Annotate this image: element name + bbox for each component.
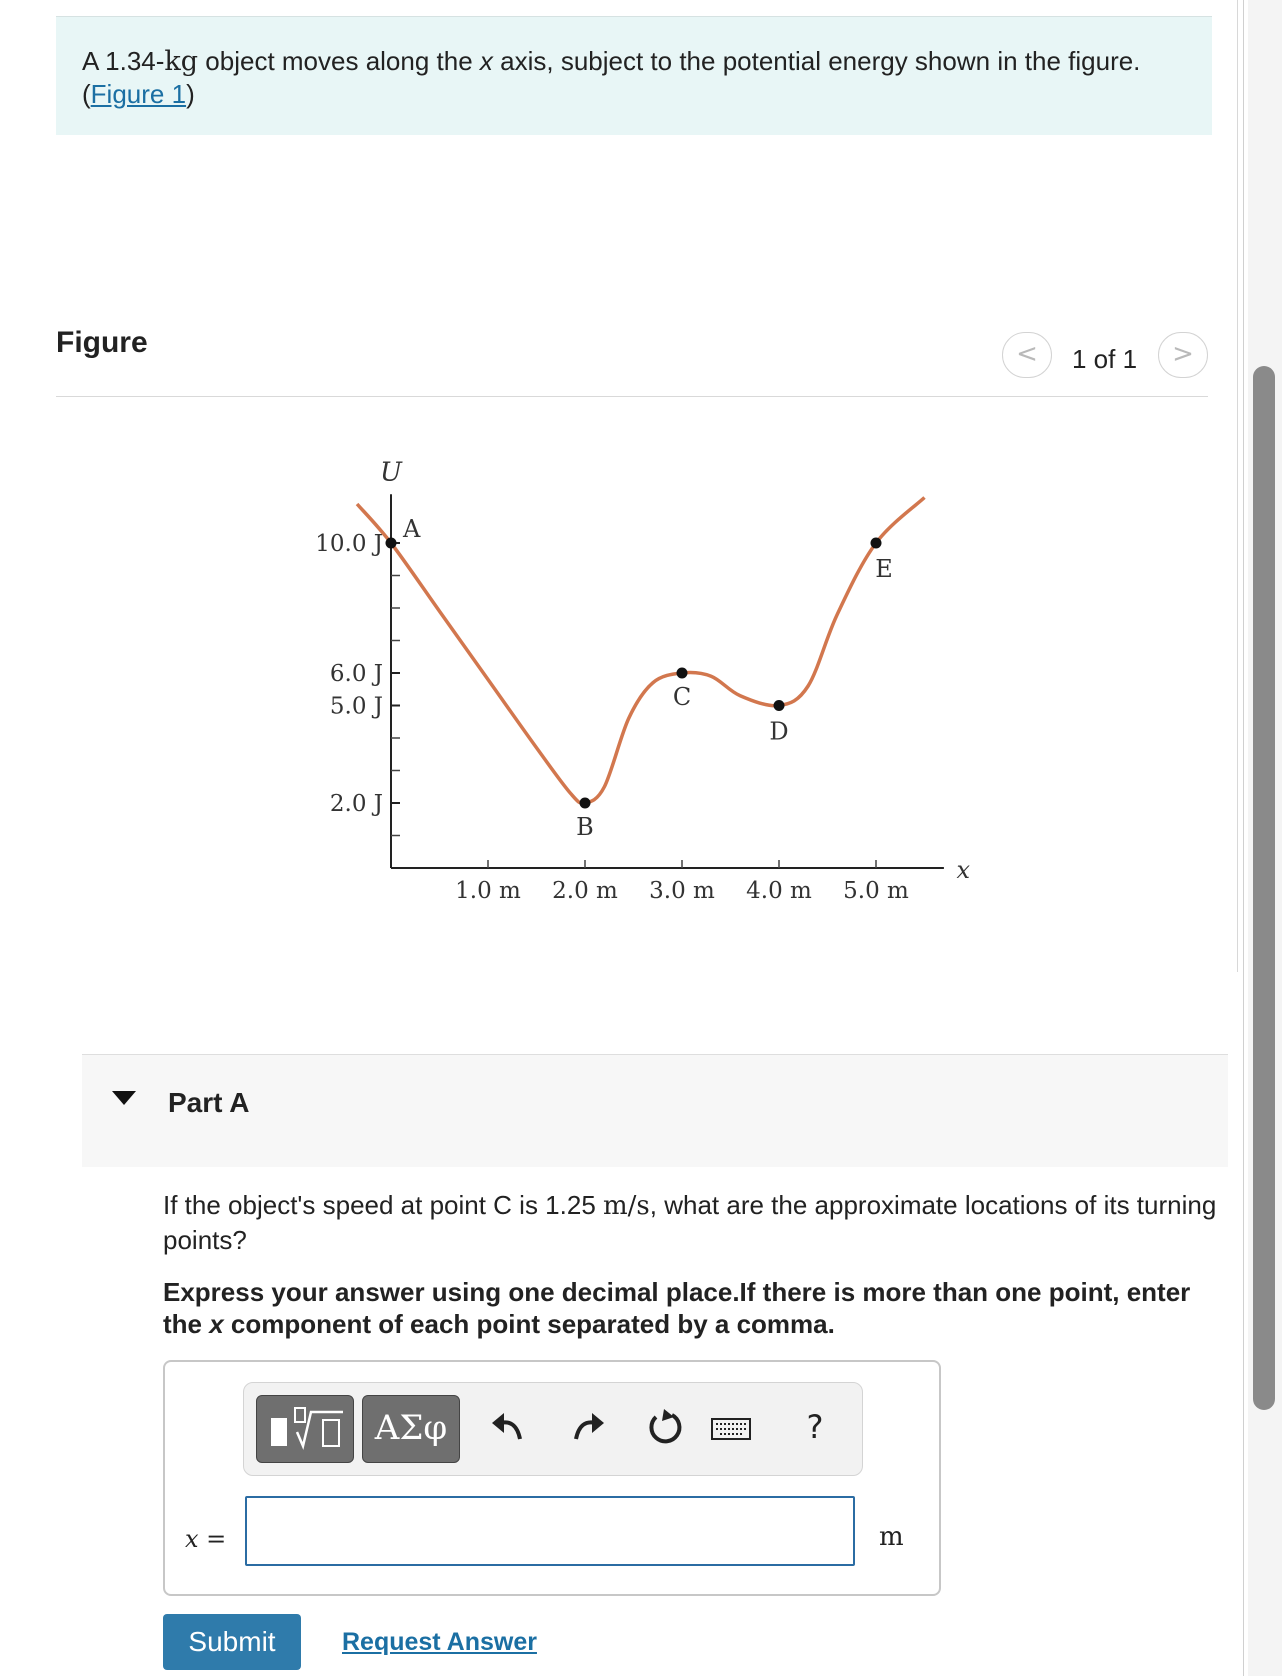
point-d bbox=[774, 700, 785, 711]
part-title: Part A bbox=[168, 1087, 250, 1118]
figure-1-link[interactable]: Figure 1 bbox=[90, 79, 187, 109]
figure-heading: Figure bbox=[56, 326, 148, 359]
y-axis-title: U bbox=[380, 457, 402, 488]
instruction-text-part: component of each point separated by a comma. bbox=[223, 1309, 835, 1339]
y-tick-label: 6.0 J bbox=[329, 661, 383, 687]
question-text bbox=[163, 1188, 1233, 1257]
greek-symbols-button[interactable]: ΑΣφ bbox=[362, 1395, 460, 1463]
next-figure-button[interactable] bbox=[1158, 332, 1208, 378]
frame-border bbox=[1243, 0, 1244, 1676]
help-button[interactable]: ? bbox=[806, 1408, 824, 1446]
point-label-d: D bbox=[769, 717, 789, 746]
point-label-e: E bbox=[875, 555, 893, 583]
scrollbar-thumb[interactable] bbox=[1253, 366, 1275, 1410]
undo-icon[interactable] bbox=[486, 1405, 532, 1451]
part-a-header[interactable] bbox=[82, 1054, 1228, 1167]
instruction-text-part: Express your answer using one decimal place.If there is more than one point, enter the bbox=[163, 1277, 1191, 1339]
problem-text-part: object moves along the bbox=[198, 46, 480, 76]
figure-counter: 1 of 1 bbox=[1072, 344, 1138, 374]
paren-close: ) bbox=[186, 79, 195, 109]
answer-variable: x bbox=[185, 1525, 199, 1553]
point-e bbox=[871, 538, 882, 549]
y-tick-label: 5.0 J bbox=[329, 693, 383, 720]
answer-unit: m bbox=[879, 1522, 904, 1552]
chevron-right-icon: > bbox=[1172, 339, 1194, 369]
chart-axes bbox=[391, 494, 944, 868]
previous-figure-button[interactable] bbox=[1002, 332, 1052, 378]
point-label-c: C bbox=[672, 683, 692, 711]
paren-open: ( bbox=[82, 79, 91, 109]
y-tick-label: 2.0 J bbox=[329, 791, 383, 817]
x-axis-title: x bbox=[956, 856, 971, 884]
question-text-part: If the object's speed at point C is 1.25 bbox=[163, 1190, 604, 1220]
problem-text-part: axis, subject to the potential energy shown in the figure. bbox=[492, 46, 1141, 76]
caret-down-icon[interactable] bbox=[112, 1091, 136, 1107]
answer-input[interactable] bbox=[245, 1496, 855, 1566]
answer-instruction bbox=[163, 1276, 1213, 1340]
answer-variable-label bbox=[185, 1525, 226, 1553]
chevron-left-icon: < bbox=[1016, 339, 1038, 369]
x-tick-label: 1.0 m bbox=[455, 878, 521, 904]
chart-points bbox=[386, 538, 882, 809]
y-tick-label: 10.0 J bbox=[315, 531, 383, 557]
x-tick-label: 2.0 m bbox=[552, 878, 618, 904]
x-tick-label: 5.0 m bbox=[843, 878, 909, 904]
keyboard-icon[interactable] bbox=[710, 1405, 752, 1451]
submit-button[interactable]: Submit bbox=[163, 1614, 301, 1670]
redo-icon[interactable] bbox=[564, 1405, 610, 1451]
templates-button[interactable] bbox=[256, 1395, 354, 1463]
instruction-variable: x bbox=[209, 1309, 224, 1339]
request-answer-link[interactable]: Request Answer bbox=[342, 1628, 537, 1656]
point-b bbox=[580, 798, 591, 809]
axis-variable: x bbox=[479, 46, 493, 76]
point-label-a: A bbox=[403, 515, 421, 543]
chart-labels bbox=[315, 457, 970, 904]
answer-box bbox=[163, 1360, 941, 1596]
x-tick-label: 4.0 m bbox=[746, 878, 812, 904]
question-text-part: , what are the approximate locations of its turning points? bbox=[163, 1190, 1217, 1255]
point-label-b: B bbox=[576, 813, 594, 841]
templates-icon bbox=[257, 1396, 353, 1462]
x-tick-label: 3.0 m bbox=[649, 878, 715, 904]
equals-sign: = bbox=[198, 1525, 227, 1553]
potential-energy-graph bbox=[0, 0, 1000, 940]
speed-unit: m/s bbox=[603, 1191, 650, 1221]
point-c bbox=[677, 668, 688, 679]
inner-scroll-track bbox=[1237, 0, 1238, 972]
problem-text-part: A 1.34- bbox=[82, 46, 165, 76]
point-a bbox=[386, 538, 397, 549]
reset-icon[interactable] bbox=[642, 1405, 688, 1451]
mass-unit: kg bbox=[164, 46, 199, 77]
potential-energy-curve bbox=[357, 498, 924, 804]
math-toolbar bbox=[243, 1382, 863, 1476]
